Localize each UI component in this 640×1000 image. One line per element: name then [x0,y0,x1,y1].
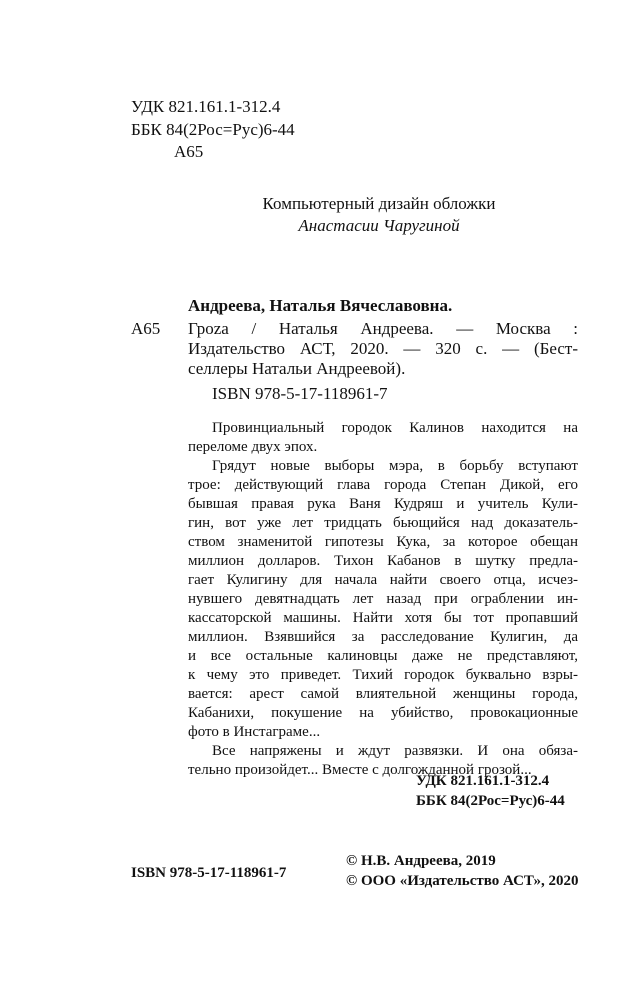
bib-description-line: селлеры Натальи Андреевой). [188,359,406,378]
bib-isbn: ISBN 978-5-17-118961-7 [212,384,388,403]
annotation-line: и все остальные калиновцы даже не представляют, [188,648,578,664]
annotation-line: Провинциальный городок Калинов находится на [212,420,578,436]
annotation-line: Все напряжены и ждут развязки. И она обяза- [212,743,578,759]
annotation-line: переломе двух эпох. [188,439,318,455]
annotation-line: к чему это приведет. Тихий городок буквально взры- [188,667,578,683]
cover-credit-name: Анастасии Чаругиной [298,216,460,235]
author-mark: А65 [174,142,204,161]
annotation-line: миллион долларов. Тихон Кабанов в шутку предла- [188,553,578,569]
annotation-paragraph [188,419,578,457]
footer-bbk-code: ББК 84(2Рос=Рус)6-44 [416,793,565,809]
annotation-line: Кабанихи, покушение на убийство, провокационные [188,705,578,721]
bbk-code: ББК 84(2Рос=Рус)6-44 [131,120,295,139]
bib-description-line: Издательство АСТ, 2020. — 320 с. — (Бест- [188,339,578,358]
bib-description [188,319,578,379]
annotation [188,419,578,780]
udk-code: УДК 821.161.1-312.4 [131,97,281,116]
annotation-line: гает Кулигину для начала найти своего отца, исчез- [188,572,578,588]
footer-isbn: ISBN 978-5-17-118961-7 [131,865,287,881]
copyright-publisher: © ООО «Издательство АСТ», 2020 [346,873,579,889]
copyright-author: © Н.В. Андреева, 2019 [346,853,496,869]
annotation-line: миллион. Взявшийся за расследование Кулигин, да [188,629,578,645]
bib-author-mark: А65 [131,319,161,338]
annotation-line: гин, вот уже лет тридцать бьющийся над доказатель- [188,515,578,531]
annotation-line: вается: арест самой влиятельной женщины города, [188,686,578,702]
author-heading: Андреева, Наталья Вячеславовна. [188,296,453,315]
annotation-line: кассаторской машины. Найти хотя бы тот пропавший [188,610,578,626]
annotation-line: тельно произойдет... Вместе с долгожданной грозой... [188,762,532,778]
footer-udk-code: УДК 821.161.1-312.4 [416,773,550,789]
annotation-line: ством знаменитой гипотезы Кука, за которое обещан [188,534,578,550]
annotation-line: трое: действующий глава города Степан Дикой, его [188,477,578,493]
annotation-paragraph [188,457,578,742]
annotation-line: бывшая правая рука Ваня Кудряш и учитель Кули- [188,496,578,512]
cover-credit-title: Компьютерный дизайн обложки [262,194,496,213]
annotation-line: фото в Инстаграме... [188,724,321,740]
annotation-line: Грядут новые выборы мэра, в борьбу вступают [212,458,578,474]
annotation-line: нувшего девятнадцать лет назад при ограблении ин- [188,591,578,607]
bib-description-line: Гроzа / Наталья Андреева. — Москва : [188,319,578,338]
